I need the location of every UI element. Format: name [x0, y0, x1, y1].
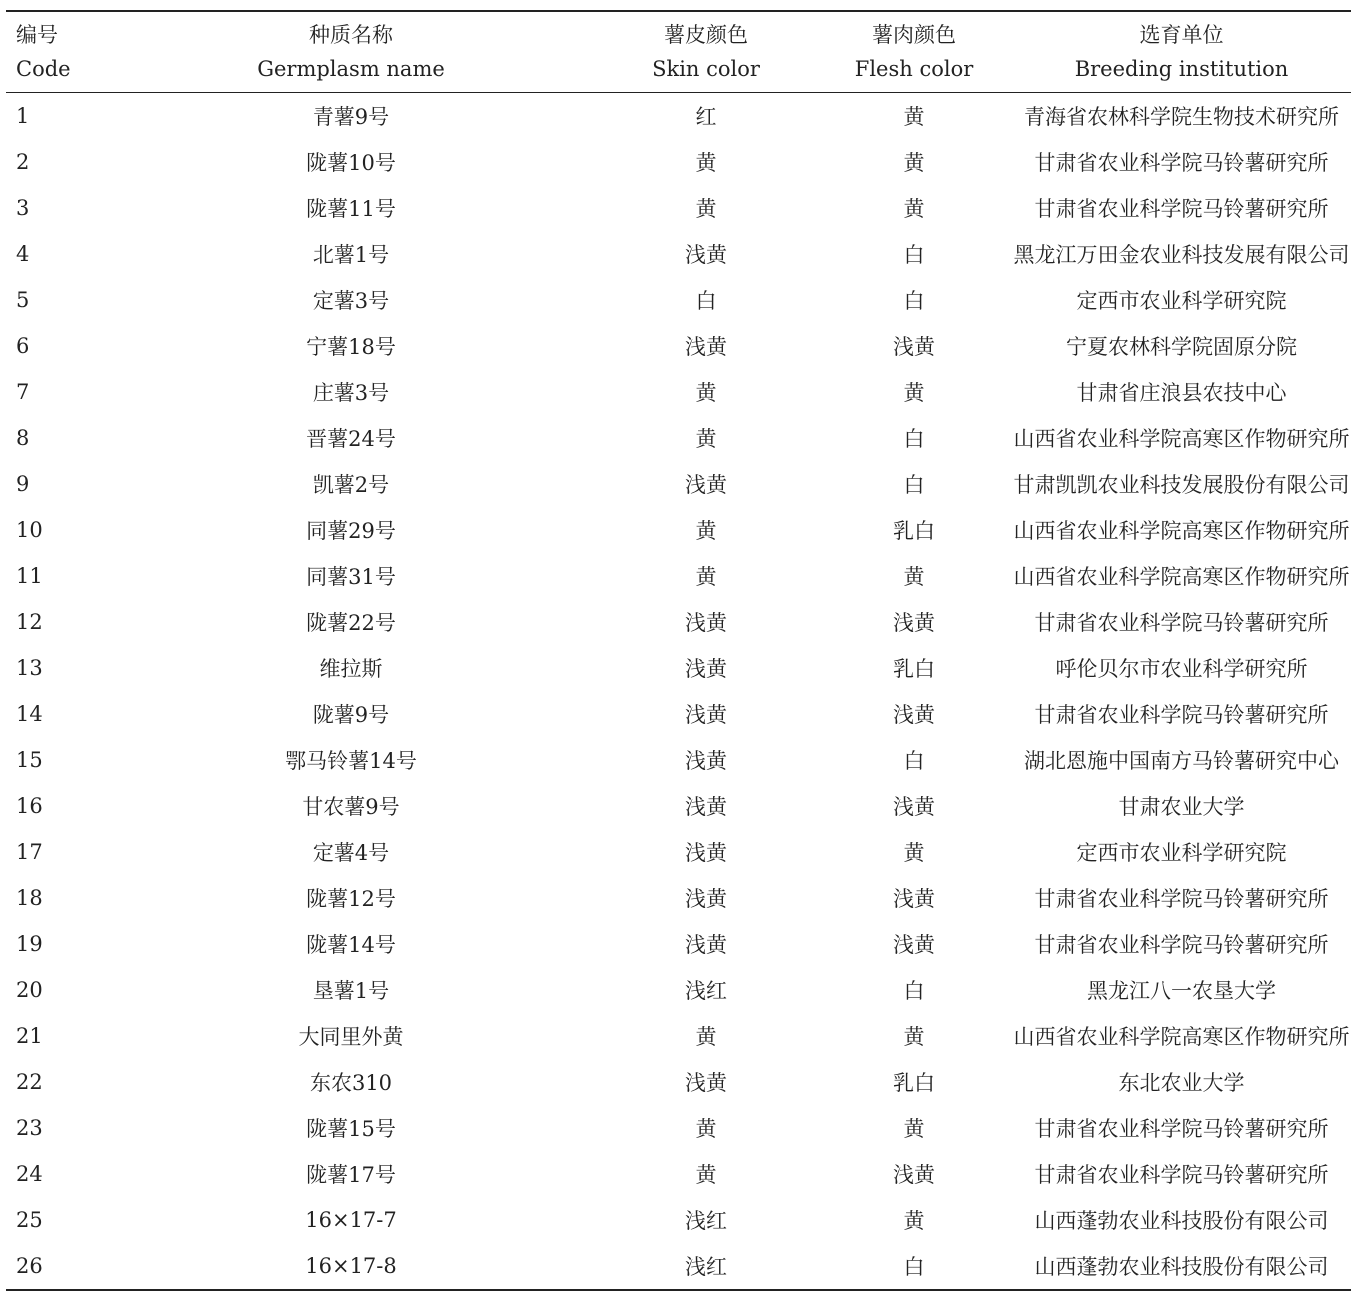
header-breeding-institution — [1012, 11, 1351, 93]
table-row — [6, 139, 1351, 185]
cell-flesh-color: 黄 — [903, 1209, 925, 1233]
cell-breeding-institution: 黑龙江八一农垦大学 — [1087, 979, 1276, 1003]
cell-code: 15 — [16, 748, 43, 772]
cell-code: 1 — [16, 104, 30, 128]
table-row — [6, 691, 1351, 737]
cell-breeding-institution: 甘肃省农业科学院马铃薯研究所 — [1034, 1117, 1329, 1141]
cell-germplasm-name: 晋薯24号 — [306, 427, 396, 451]
header-germplasm-name-en: Germplasm name — [257, 57, 445, 81]
header-code-en: Code — [16, 57, 71, 81]
cell-skin-color: 浅黄 — [685, 335, 727, 359]
header-code — [6, 11, 106, 93]
cell-breeding-institution: 山西省农业科学院高寒区作物研究所 — [1013, 1025, 1350, 1049]
cell-code: 22 — [16, 1070, 43, 1094]
cell-germplasm-name: 陇薯17号 — [306, 1163, 396, 1187]
cell-flesh-color: 白 — [903, 749, 925, 773]
cell-flesh-color: 浅黄 — [893, 1163, 935, 1187]
cell-code: 14 — [16, 702, 43, 726]
cell-breeding-institution: 青海省农林科学院生物技术研究所 — [1024, 105, 1339, 129]
cell-flesh-color: 白 — [903, 473, 925, 497]
cell-code: 18 — [16, 886, 43, 910]
table-row — [6, 1059, 1351, 1105]
cell-skin-color: 白 — [695, 289, 717, 313]
cell-flesh-color: 黄 — [903, 1025, 925, 1049]
cell-code: 21 — [16, 1024, 43, 1048]
germplasm-table — [6, 10, 1351, 1291]
table-row — [6, 1105, 1351, 1151]
cell-code: 13 — [16, 656, 43, 680]
cell-breeding-institution: 甘肃省农业科学院马铃薯研究所 — [1034, 933, 1329, 957]
cell-breeding-institution: 东北农业大学 — [1118, 1071, 1245, 1095]
cell-flesh-color: 黄 — [903, 381, 925, 405]
cell-skin-color: 浅黄 — [685, 1071, 727, 1095]
cell-germplasm-name: 青薯9号 — [312, 105, 390, 129]
cell-flesh-color: 黄 — [903, 565, 925, 589]
cell-skin-color: 浅黄 — [685, 933, 727, 957]
cell-flesh-color: 白 — [903, 1255, 925, 1279]
cell-code: 7 — [16, 380, 30, 404]
cell-flesh-color: 浅黄 — [893, 703, 935, 727]
cell-flesh-color: 浅黄 — [893, 933, 935, 957]
header-breeding-institution-en: Breeding institution — [1074, 57, 1289, 81]
cell-germplasm-name: 北薯1号 — [312, 243, 390, 267]
header-skin-color-en: Skin color — [652, 57, 760, 81]
cell-skin-color: 黄 — [695, 197, 717, 221]
header-breeding-institution-zh: 选育单位 — [1139, 23, 1224, 47]
cell-skin-color: 浅黄 — [685, 887, 727, 911]
cell-germplasm-name: 陇薯22号 — [306, 611, 396, 635]
cell-code: 19 — [16, 932, 43, 956]
cell-skin-color: 黄 — [695, 151, 717, 175]
cell-germplasm-name: 凯薯2号 — [312, 473, 390, 497]
cell-germplasm-name: 定薯3号 — [312, 289, 390, 313]
cell-flesh-color: 乳白 — [893, 657, 935, 681]
table-row — [6, 599, 1351, 645]
cell-skin-color: 浅黄 — [685, 795, 727, 819]
cell-germplasm-name: 庄薯3号 — [312, 381, 390, 405]
cell-germplasm-name: 同薯31号 — [306, 565, 396, 589]
cell-breeding-institution: 甘肃省农业科学院马铃薯研究所 — [1034, 1163, 1329, 1187]
table-row — [6, 875, 1351, 921]
table-row — [6, 1243, 1351, 1290]
cell-breeding-institution: 宁夏农林科学院固原分院 — [1066, 335, 1297, 359]
cell-germplasm-name: 陇薯11号 — [306, 197, 396, 221]
cell-flesh-color: 乳白 — [893, 519, 935, 543]
header-skin-color — [596, 11, 816, 93]
cell-germplasm-name: 同薯29号 — [306, 519, 396, 543]
cell-breeding-institution: 黑龙江万田金农业科技发展有限公司 — [1013, 243, 1350, 267]
cell-germplasm-name: 16×17-8 — [305, 1254, 397, 1278]
cell-breeding-institution: 定西市农业科学研究院 — [1076, 289, 1287, 313]
cell-breeding-institution: 定西市农业科学研究院 — [1076, 841, 1287, 865]
cell-code: 4 — [16, 242, 30, 266]
cell-flesh-color: 黄 — [903, 197, 925, 221]
cell-flesh-color: 浅黄 — [893, 335, 935, 359]
table-row — [6, 93, 1351, 140]
table-body — [6, 93, 1351, 1291]
cell-breeding-institution: 甘肃农业大学 — [1118, 795, 1245, 819]
table-row — [6, 783, 1351, 829]
cell-skin-color: 黄 — [695, 381, 717, 405]
cell-breeding-institution: 山西省农业科学院高寒区作物研究所 — [1013, 565, 1350, 589]
cell-breeding-institution: 山西蓬勃农业科技股份有限公司 — [1034, 1209, 1329, 1233]
table-row — [6, 737, 1351, 783]
cell-germplasm-name: 陇薯9号 — [312, 703, 390, 727]
cell-skin-color: 浅黄 — [685, 657, 727, 681]
cell-skin-color: 黄 — [695, 1163, 717, 1187]
cell-breeding-institution: 甘肃凯凯农业科技发展股份有限公司 — [1013, 473, 1350, 497]
cell-skin-color: 浅红 — [685, 1255, 727, 1279]
cell-germplasm-name: 陇薯14号 — [306, 933, 396, 957]
cell-code: 9 — [16, 472, 30, 496]
cell-germplasm-name: 宁薯18号 — [306, 335, 396, 359]
cell-germplasm-name: 垦薯1号 — [312, 979, 390, 1003]
cell-skin-color: 黄 — [695, 1117, 717, 1141]
cell-skin-color: 浅黄 — [685, 749, 727, 773]
cell-germplasm-name: 甘农薯9号 — [302, 795, 400, 819]
table-row — [6, 185, 1351, 231]
cell-skin-color: 浅红 — [685, 1209, 727, 1233]
cell-skin-color: 浅黄 — [685, 611, 727, 635]
table-row — [6, 507, 1351, 553]
header-flesh-color-en: Flesh color — [854, 57, 974, 81]
cell-breeding-institution: 甘肃省农业科学院马铃薯研究所 — [1034, 197, 1329, 221]
cell-code: 10 — [16, 518, 43, 542]
cell-code: 6 — [16, 334, 30, 358]
cell-code: 17 — [16, 840, 43, 864]
table-row — [6, 1151, 1351, 1197]
cell-flesh-color: 乳白 — [893, 1071, 935, 1095]
cell-breeding-institution: 呼伦贝尔市农业科学研究所 — [1055, 657, 1308, 681]
table-row — [6, 231, 1351, 277]
header-flesh-color-zh: 薯肉颜色 — [872, 23, 956, 47]
cell-skin-color: 黄 — [695, 1025, 717, 1049]
cell-code: 16 — [16, 794, 43, 818]
cell-breeding-institution: 山西省农业科学院高寒区作物研究所 — [1013, 427, 1350, 451]
cell-code: 23 — [16, 1116, 43, 1140]
cell-flesh-color: 黄 — [903, 841, 925, 865]
header-flesh-color — [816, 11, 1012, 93]
cell-code: 2 — [16, 150, 30, 174]
cell-skin-color: 黄 — [695, 519, 717, 543]
table-row — [6, 645, 1351, 691]
cell-breeding-institution: 山西省农业科学院高寒区作物研究所 — [1013, 519, 1350, 543]
header-row — [6, 11, 1351, 93]
table-row — [6, 1013, 1351, 1059]
cell-germplasm-name: 陇薯10号 — [306, 151, 396, 175]
cell-germplasm-name: 鄂马铃薯14号 — [285, 749, 417, 773]
cell-flesh-color: 黄 — [903, 1117, 925, 1141]
cell-flesh-color: 浅黄 — [893, 611, 935, 635]
table-row — [6, 323, 1351, 369]
cell-code: 3 — [16, 196, 30, 220]
cell-germplasm-name: 定薯4号 — [312, 841, 390, 865]
cell-skin-color: 浅黄 — [685, 473, 727, 497]
cell-skin-color: 浅黄 — [685, 243, 727, 267]
header-code-zh: 编号 — [16, 23, 58, 47]
cell-germplasm-name: 16×17-7 — [305, 1208, 397, 1232]
cell-breeding-institution: 湖北恩施中国南方马铃薯研究中心 — [1024, 749, 1339, 773]
cell-code: 12 — [16, 610, 43, 634]
cell-breeding-institution: 山西蓬勃农业科技股份有限公司 — [1034, 1255, 1329, 1279]
cell-germplasm-name: 陇薯12号 — [306, 887, 396, 911]
cell-flesh-color: 浅黄 — [893, 795, 935, 819]
cell-code: 11 — [16, 564, 43, 588]
cell-flesh-color: 黄 — [903, 151, 925, 175]
cell-skin-color: 浅黄 — [685, 841, 727, 865]
cell-flesh-color: 白 — [903, 289, 925, 313]
table-row — [6, 277, 1351, 323]
cell-germplasm-name: 东农310 — [309, 1071, 393, 1095]
cell-code: 8 — [16, 426, 30, 450]
table-row — [6, 1197, 1351, 1243]
cell-breeding-institution: 甘肃省农业科学院马铃薯研究所 — [1034, 887, 1329, 911]
table-row — [6, 921, 1351, 967]
cell-skin-color: 黄 — [695, 427, 717, 451]
cell-flesh-color: 黄 — [903, 105, 925, 129]
cell-breeding-institution: 甘肃省庄浪县农技中心 — [1076, 381, 1287, 405]
header-skin-color-zh: 薯皮颜色 — [664, 23, 748, 47]
cell-code: 5 — [16, 288, 30, 312]
table-row — [6, 829, 1351, 875]
cell-skin-color: 浅黄 — [685, 703, 727, 727]
cell-breeding-institution: 甘肃省农业科学院马铃薯研究所 — [1034, 611, 1329, 635]
cell-germplasm-name: 大同里外黄 — [298, 1025, 404, 1049]
cell-skin-color: 浅红 — [685, 979, 727, 1003]
table-row — [6, 967, 1351, 1013]
cell-flesh-color: 白 — [903, 243, 925, 267]
cell-germplasm-name: 陇薯15号 — [306, 1117, 396, 1141]
cell-code: 25 — [16, 1208, 43, 1232]
table-row — [6, 369, 1351, 415]
cell-flesh-color: 浅黄 — [893, 887, 935, 911]
cell-breeding-institution: 甘肃省农业科学院马铃薯研究所 — [1034, 151, 1329, 175]
cell-code: 20 — [16, 978, 43, 1002]
table-row — [6, 461, 1351, 507]
cell-flesh-color: 白 — [903, 979, 925, 1003]
table-header — [6, 11, 1351, 93]
cell-code: 24 — [16, 1162, 43, 1186]
cell-code: 26 — [16, 1254, 43, 1278]
cell-flesh-color: 白 — [903, 427, 925, 451]
cell-skin-color: 黄 — [695, 565, 717, 589]
header-germplasm-name — [106, 11, 596, 93]
header-germplasm-name-zh: 种质名称 — [309, 23, 393, 47]
cell-skin-color: 红 — [695, 105, 717, 129]
table-row — [6, 415, 1351, 461]
table-row — [6, 553, 1351, 599]
cell-germplasm-name: 维拉斯 — [319, 657, 383, 681]
cell-breeding-institution: 甘肃省农业科学院马铃薯研究所 — [1034, 703, 1329, 727]
germplasm-table-container — [6, 10, 1351, 1291]
